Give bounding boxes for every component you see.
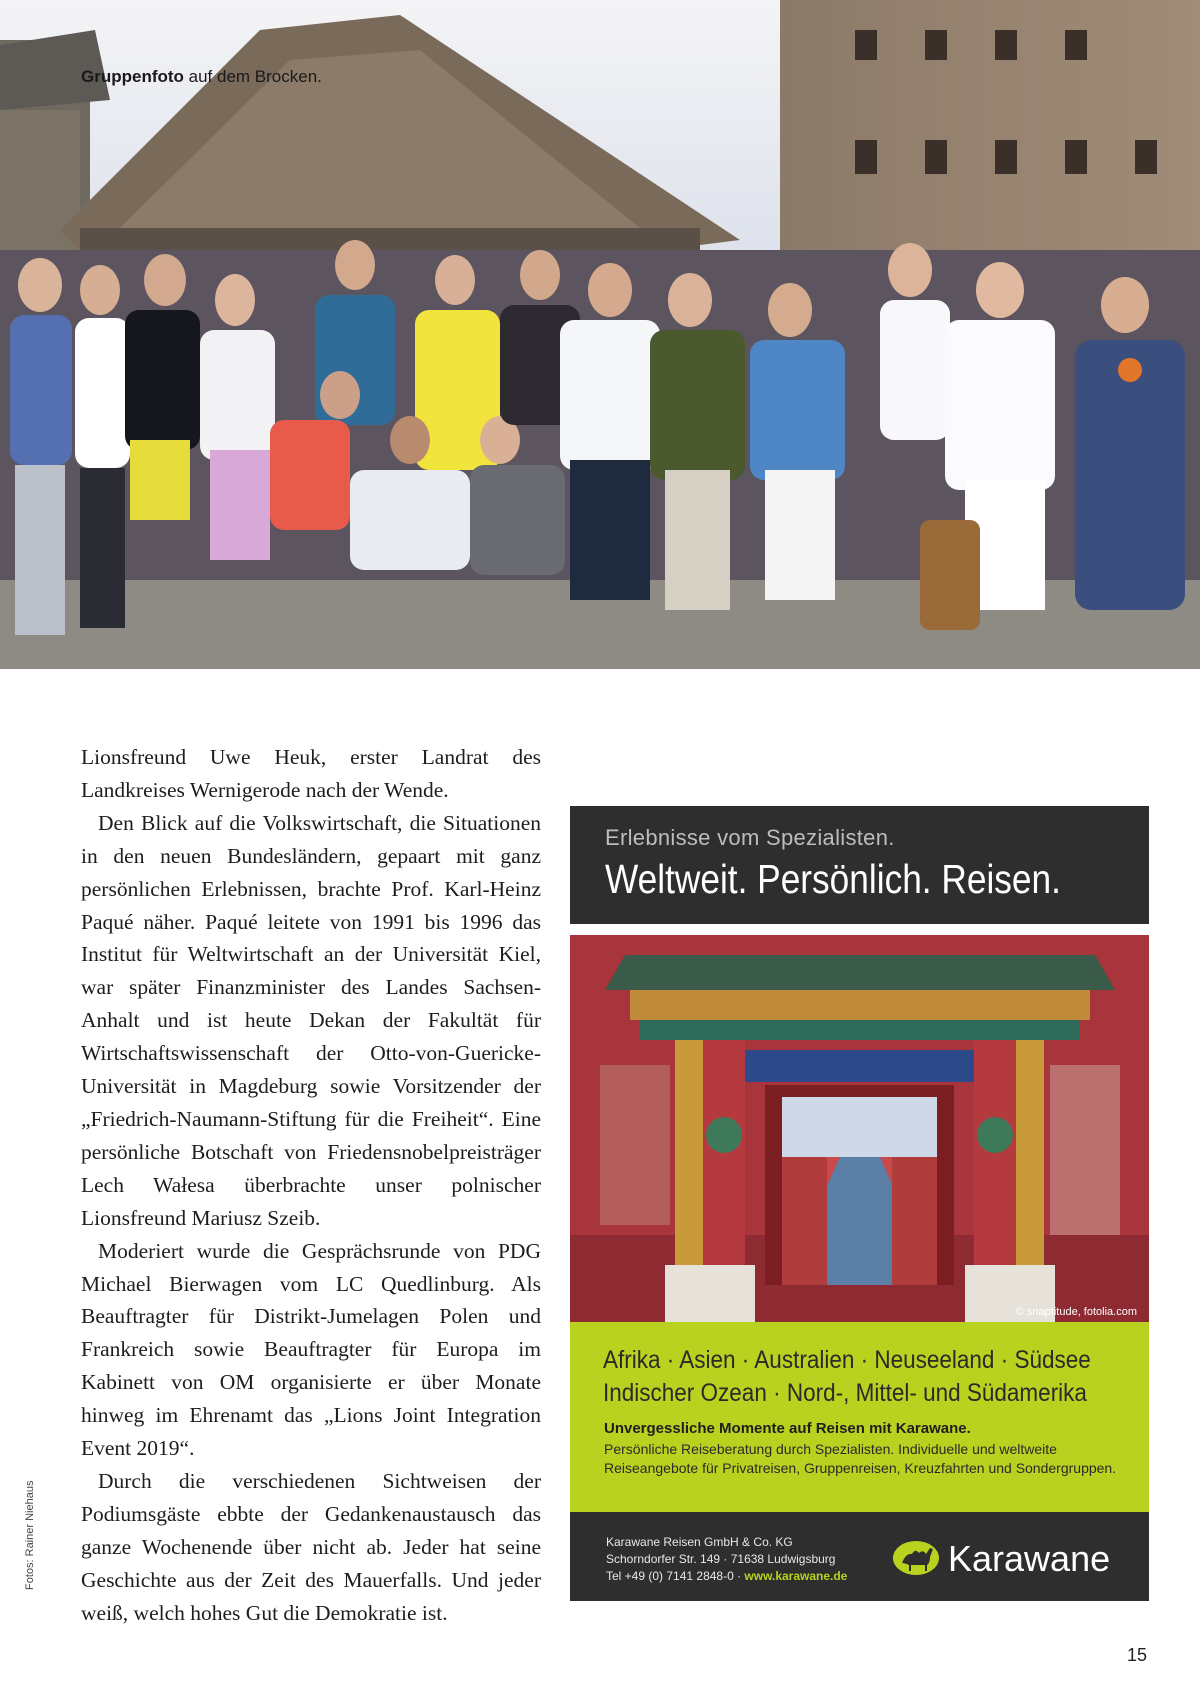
ad-address: Schorndorfer Str. 149 · 71638 Ludwigsburg <box>606 1552 836 1566</box>
ad-phone: Tel +49 (0) 7141 2848-0 · <box>606 1569 745 1583</box>
ad-website-link[interactable]: www.karawane.de <box>744 1569 848 1583</box>
caption-text: auf dem Brocken. <box>183 67 322 86</box>
article-paragraph: Durch die verschiedenen Sichtweisen der Podiumsgäste ebbte der Gedankenaustausch das ganze Wochenende über nicht ab. Jeder hat seine Geschichte aus der Zeit des Mauerfalls. Und jeder weiß, welch hohes Gut die Demokratie ist. <box>81 1468 541 1625</box>
ad-tagline: Unvergessliche Momente auf Reisen mit Karawane. <box>604 1420 971 1437</box>
ad-phone-line <box>606 1568 847 1585</box>
photo-credit: Fotos: Rainer Niehaus <box>24 1480 36 1590</box>
article-paragraph: Moderiert wurde die Gesprächsrunde von PDG Michael Bierwagen vom LC Quedlinburg. Als Beauftragter für Distrikt-Jumelagen Polen und Frankreich sowie Beauftragter für Europa im Kabinett von OM organisierte er über Monate hinweg im Ehrenamt das „Lions Joint Integration Event 2019“. <box>81 1238 541 1461</box>
destinations-line-2: Indischer Ozean · Nord-, Mittel- und Südamerika <box>603 1379 1087 1407</box>
ad-headline: Weltweit. Persönlich. Reisen. <box>605 856 1061 902</box>
group-photo-image <box>0 0 1200 669</box>
ad-info-panel <box>570 1322 1149 1512</box>
ad-company: Karawane Reisen GmbH & Co. KG <box>606 1535 793 1549</box>
karawane-logo <box>892 1536 1122 1580</box>
logo-wordmark: Karawane <box>948 1538 1111 1579</box>
ad-image-credit: © snaptitude, fotolia.com <box>1015 1306 1137 1318</box>
article-body <box>81 741 541 1629</box>
ad-kicker: Erlebnisse vom Spezialisten. <box>605 825 895 850</box>
destinations-line-1: Afrika · Asien · Australien · Neuseeland · Südsee <box>603 1346 1091 1374</box>
photo-caption <box>81 67 322 87</box>
ad-description: Persönliche Reiseberatung durch Spezialisten. Individuelle und weltweite Reiseangebote für Privatreisen, Gruppenreisen, Kreuzfahrten und Sondergruppen. <box>604 1441 1117 1476</box>
article-paragraph: Lionsfreund Uwe Heuk, erster Landrat des Landkreises Wernigerode nach der Wende. <box>81 745 541 802</box>
ad-header <box>570 806 1149 924</box>
article-paragraph: Den Blick auf die Volkswirtschaft, die Situationen in den neuen Bundesländern, gepaart mit ganz persönlichen Erlebnissen, brachte Prof. Karl-Heinz Paqué näher. Paqué leitete von 1991 bis 1996 das Institut für Weltwirtschaft an der Universität Kiel, war später Finanzminister des Landes Sachsen-Anhalt und ist heute Dekan der Fakultät für Wirtschaftswissenschaft der Otto-von-Guericke-Universität in Magdeburg sowie Vorsitzender der „Friedrich-Naumann-Stiftung für die Freiheit“. Eine persönliche Botschaft von Friedensnobelpreisträger Lech Wałesa überbrachte unser polnischer Lionsfreund Mariusz Szeib. <box>81 810 541 1230</box>
caption-bold: Gruppenfoto <box>81 67 184 86</box>
chinese-gate-illustration <box>570 935 1149 1322</box>
ad-footer <box>570 1512 1149 1601</box>
ad-gate-image <box>570 935 1149 1322</box>
karawane-advertisement <box>570 806 1149 1601</box>
group-photo <box>0 0 1200 669</box>
camel-icon <box>892 1536 942 1580</box>
page-number: 15 <box>1127 1645 1148 1665</box>
ad-destinations <box>603 1344 1091 1410</box>
ad-contact <box>606 1534 847 1585</box>
